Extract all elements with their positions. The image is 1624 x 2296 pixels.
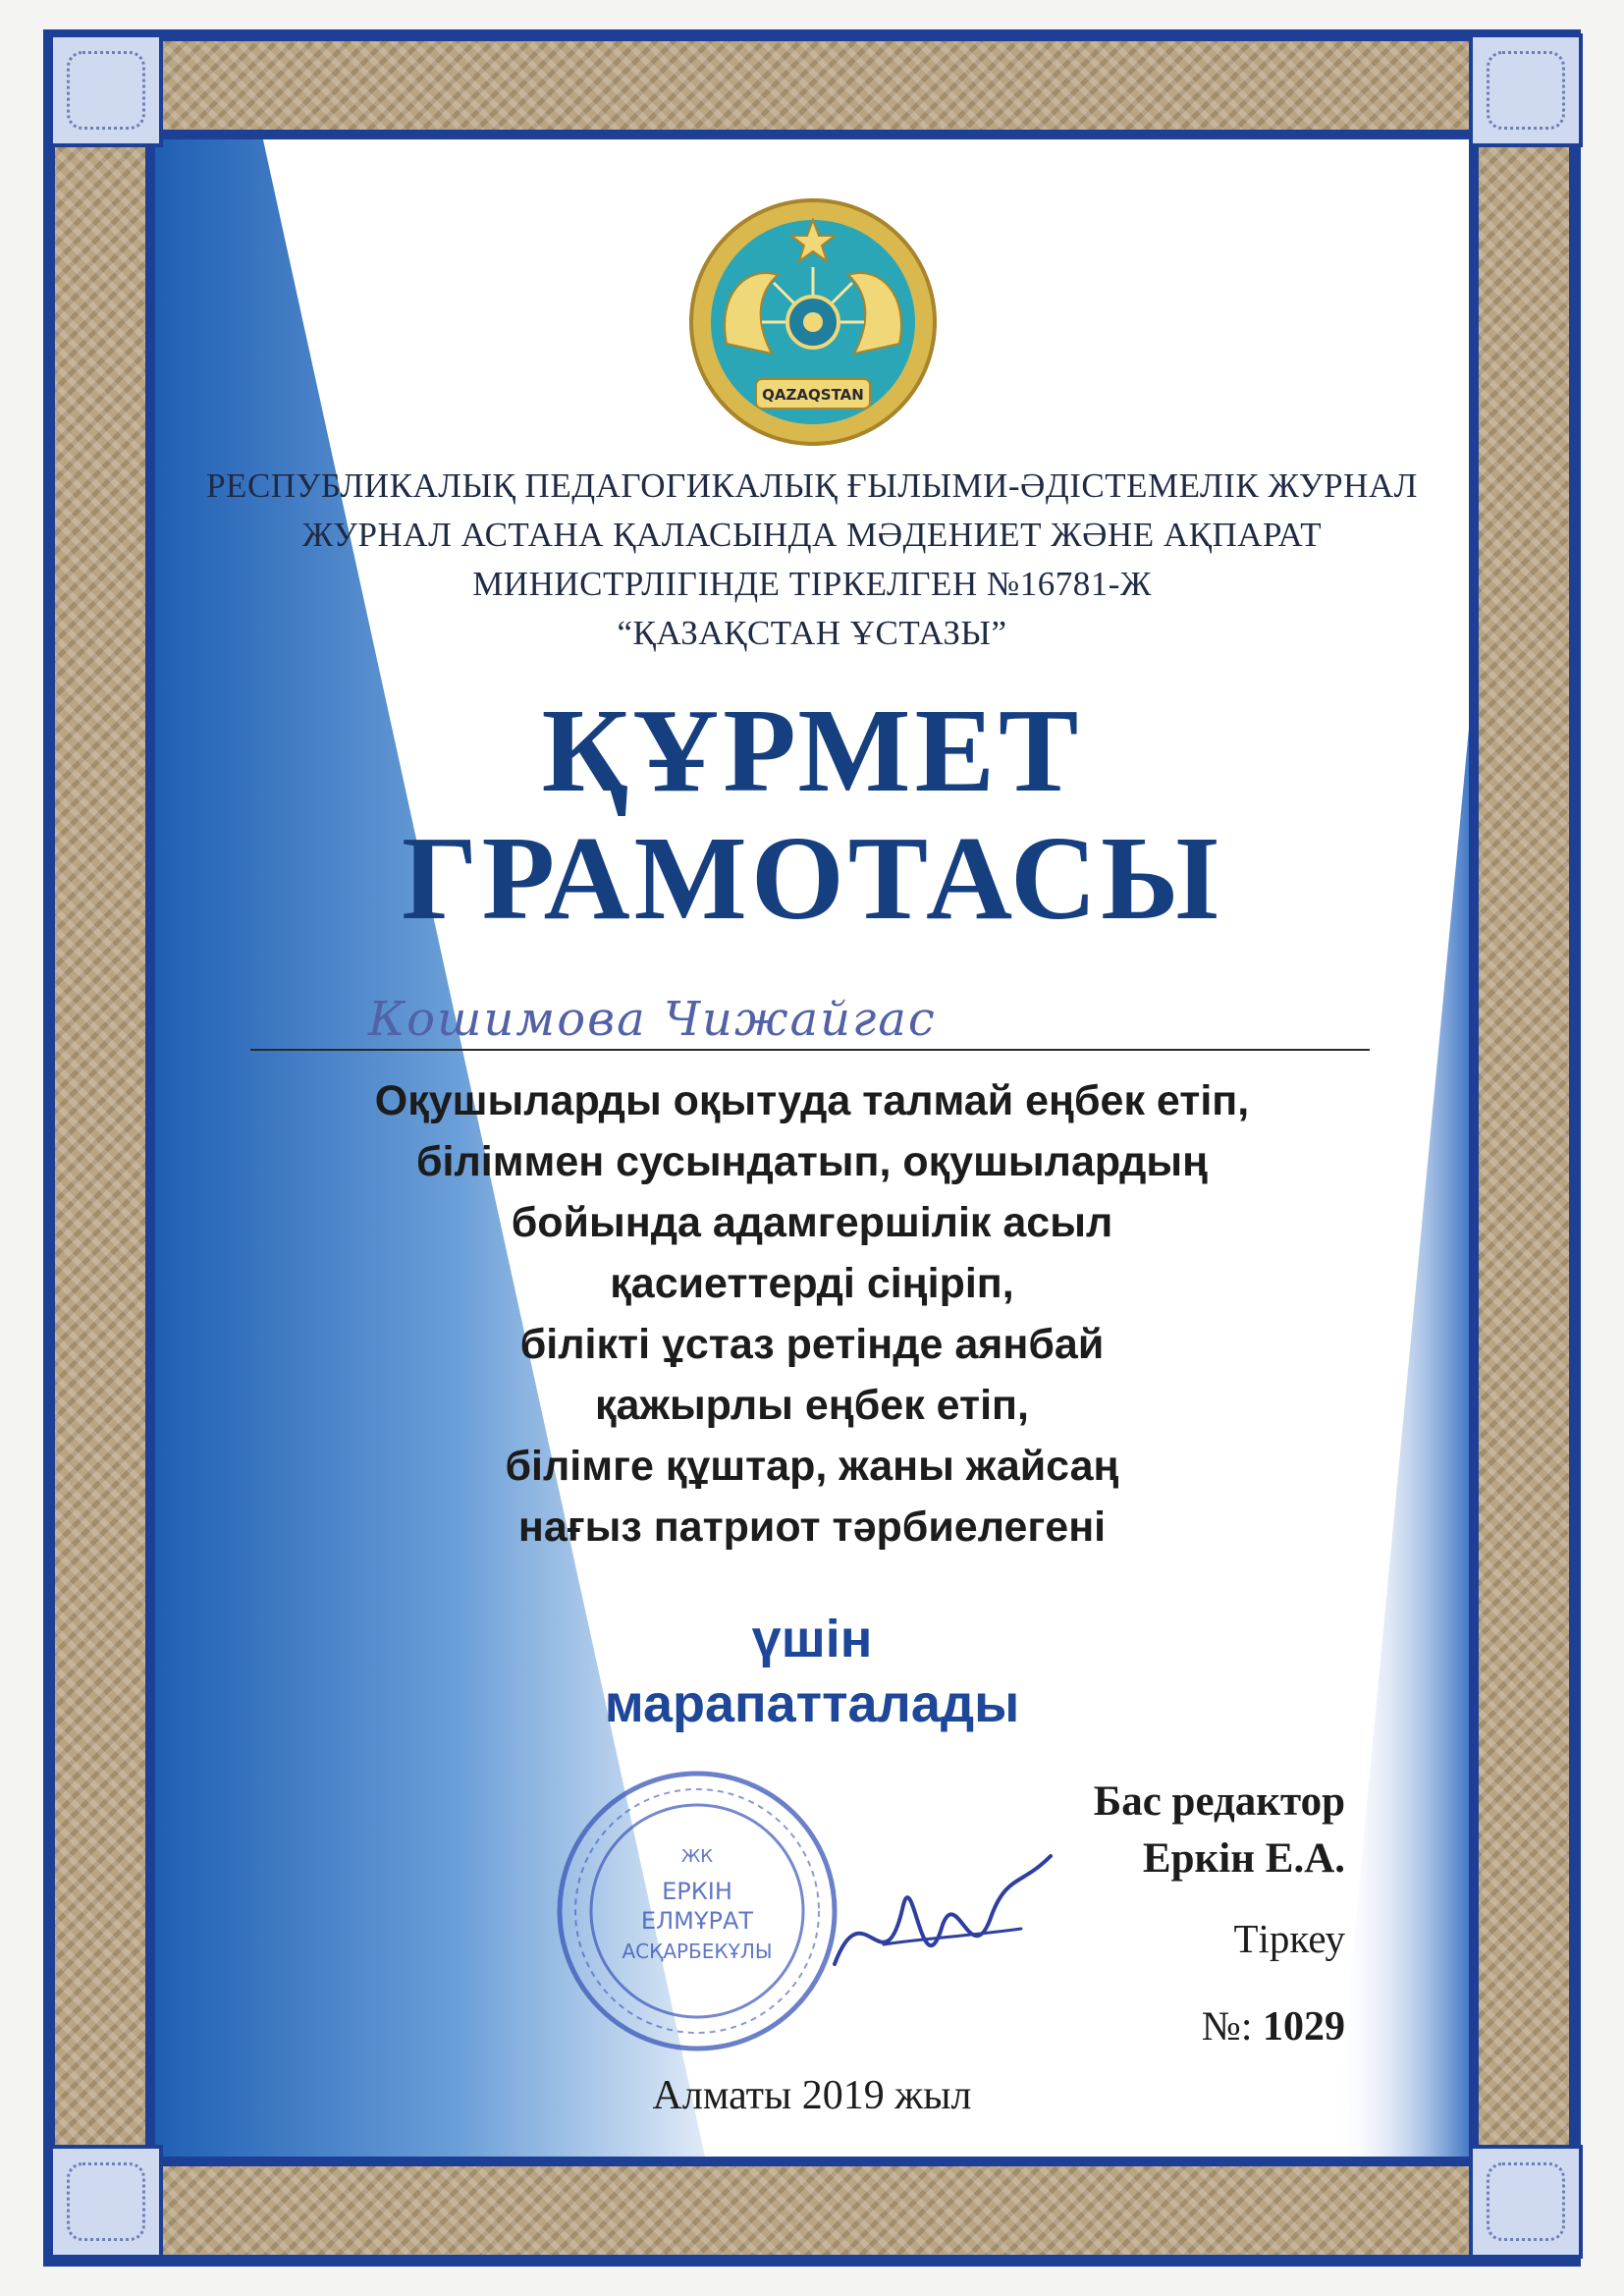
registration-value: 1029 xyxy=(1263,2004,1345,2050)
title-line-1: ҚҰРМЕТ xyxy=(541,684,1083,817)
kazakhstan-emblem-icon xyxy=(687,196,939,448)
header-line-1: РЕСПУБЛИКАЛЫҚ ПЕДАГОГИКАЛЫҚ ҒЫЛЫМИ-ӘДІСТЕМЕЛІК ЖУРНАЛ xyxy=(206,466,1418,505)
recipient-field xyxy=(250,992,1370,1057)
award-phrase xyxy=(155,1607,1469,1736)
body-line-7: білімге құштар, жаны жайсаң xyxy=(505,1443,1119,1490)
journal-header xyxy=(155,462,1469,658)
stamp-name-2: ЕЛМҰРАТ xyxy=(640,1907,754,1935)
award-reason xyxy=(155,1070,1469,1558)
editor-signature xyxy=(825,1846,1060,2003)
recipient-name: Кошимова Чижайгас xyxy=(368,992,937,1047)
editor-role: Бас редактор xyxy=(1093,1778,1345,1825)
official-stamp xyxy=(550,1764,844,2058)
body-line-2: біліммен сусындатып, оқушылардың xyxy=(415,1138,1209,1185)
body-line-5: білікті ұстаз ретінде аянбай xyxy=(519,1321,1105,1368)
body-line-6: қажырлы еңбек етіп, xyxy=(595,1382,1029,1429)
registration-number xyxy=(982,2003,1345,2050)
editor-name: Еркін Е.А. xyxy=(1142,1835,1345,1882)
header-line-2: ЖУРНАЛ АСТАНА ҚАЛАСЫНДА МӘДЕНИЕТ ЖӘНЕ АҚПАРАТ xyxy=(301,516,1323,554)
header-line-4: “ҚАЗАҚСТАН ҰСТАЗЫ” xyxy=(617,614,1007,652)
award-line-2: марапатталады xyxy=(604,1674,1020,1733)
corner-ornament-bottom-left xyxy=(49,2145,163,2259)
header-line-3: МИНИСТРЛІГІНДЕ ТІРКЕЛГЕН №16781-Ж xyxy=(472,565,1152,603)
body-line-8: нағыз патриот тәрбиелегені xyxy=(517,1503,1107,1551)
award-line-1: үшін xyxy=(751,1610,873,1668)
recipient-underline xyxy=(250,1049,1370,1051)
corner-ornament-top-left xyxy=(49,33,163,147)
city-year: Алматы 2019 жыл xyxy=(652,2073,972,2118)
corner-ornament-bottom-right xyxy=(1469,2145,1583,2259)
registration-prefix: №: xyxy=(1201,2004,1253,2050)
body-line-4: қасиеттерді сіңіріп, xyxy=(610,1260,1014,1307)
stamp-label: ЖК xyxy=(680,1846,714,1867)
stamp-name-3: АСҚАРБЕКҰЛЫ xyxy=(622,1940,773,1963)
title-line-2: ГРАМОТАСЫ xyxy=(402,812,1222,945)
corner-ornament-top-right xyxy=(1469,33,1583,147)
emblem-text: QAZAQSTAN xyxy=(762,386,864,404)
body-line-1: Оқушыларды оқытуда талмай еңбек етіп, xyxy=(374,1077,1250,1124)
body-line-3: бойында адамгершілік асыл xyxy=(511,1199,1113,1246)
certificate-title xyxy=(155,684,1469,945)
registration-label: Тіркеу xyxy=(1233,1916,1345,1961)
stamp-name-1: ЕРКІН xyxy=(662,1878,732,1905)
